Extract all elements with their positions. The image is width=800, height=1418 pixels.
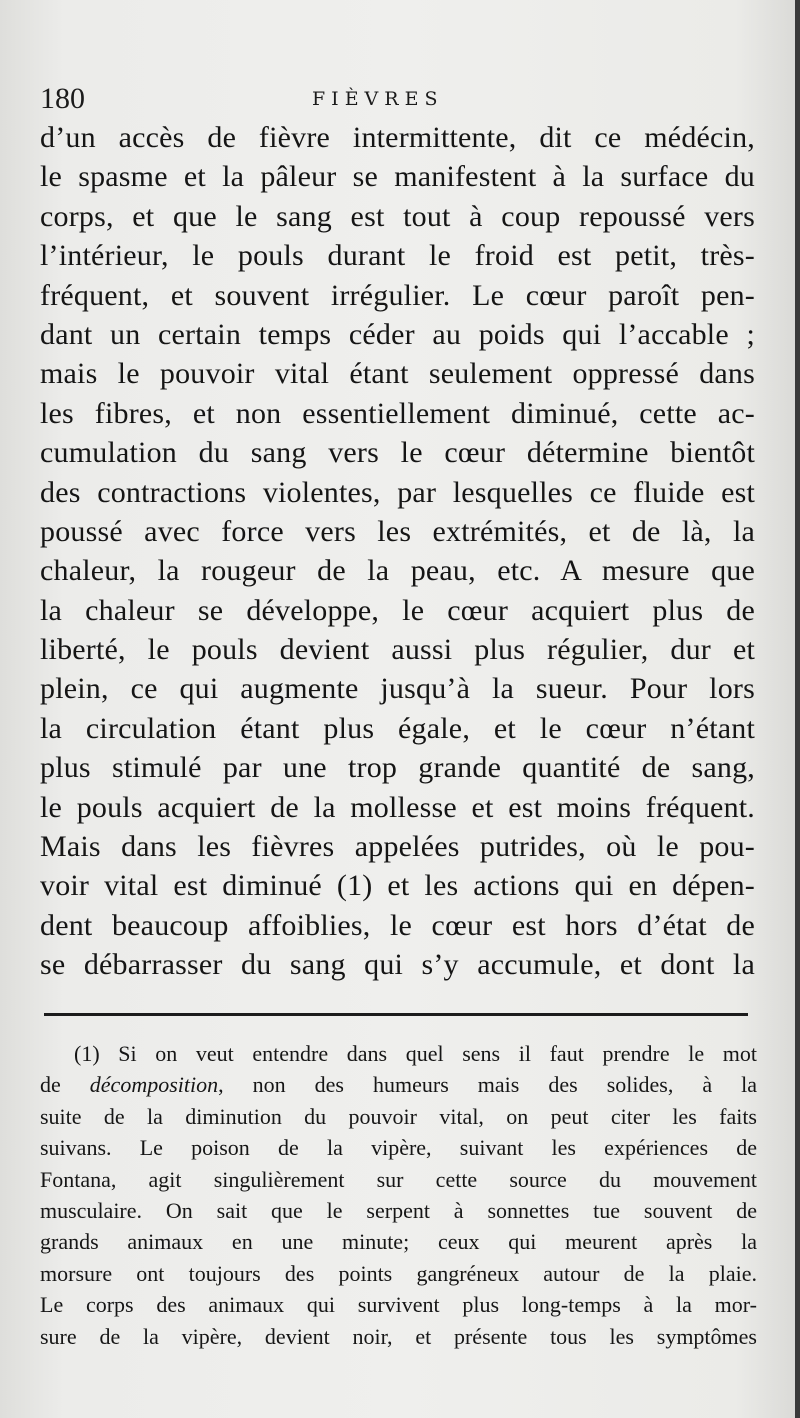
text-line: plein, ce qui augmente jusqu’à la sueur. Pour lors (40, 672, 755, 706)
text-line: fréquent, et souvent irrégulier. Le cœur paroît pen- (40, 278, 755, 312)
text-line: chaleur, la rougeur de la peau, etc. A mesure que (40, 554, 755, 588)
footnote-line: Fontana, agit singulièrement sur cette source du mouvement (40, 1166, 757, 1192)
text-line: la chaleur se développe, le cœur acquiert plus de (40, 593, 755, 627)
footnote-line: grands animaux en une minute; ceux qui meurent après la (40, 1229, 757, 1255)
footnote-line: musculaire. On sait que le serpent à sonnettes tue souvent de (40, 1197, 757, 1223)
page-number: 180 (40, 82, 85, 115)
text-line: Mais dans les fièvres appelées putrides, où le pou- (40, 830, 755, 864)
text-line: d’un accès de fièvre intermittente, dit ce médécin, (40, 121, 755, 154)
text-line: le spasme et la pâleur se manifestent à la surface du (40, 160, 755, 194)
footnote-text: de (40, 1072, 90, 1098)
text-line: l’intérieur, le pouls durant le froid est petit, très- (40, 239, 755, 273)
footnote-line: Le corps des animaux qui survivent plus long-temps à la mor- (40, 1292, 757, 1318)
footnote-line: suivans. Le poison de la vipère, suivant les expériences de (40, 1135, 757, 1161)
page-header (40, 82, 760, 122)
text-line: cumulation du sang vers le cœur détermine bientôt (40, 436, 755, 470)
text-line: des contractions violentes, par lesquelles ce fluide est (40, 475, 755, 509)
text-line: les fibres, et non essentiellement diminué, cette ac- (40, 396, 755, 430)
footnote-line (40, 1069, 757, 1100)
footnote-line: suite de la diminution du pouvoir vital, on peut citer les faits (40, 1103, 757, 1129)
text-line: se débarrasser du sang qui s’y accumule, et dont la (40, 948, 755, 982)
main-text (40, 118, 755, 985)
footnote-line: morsure ont toujours des points gangréneux autour de la plaie. (40, 1260, 757, 1286)
page-edge-shadow (795, 0, 800, 1418)
footnote-line: (1) Si on veut entendre dans quel sens il faut prendre le mot (74, 1041, 757, 1066)
text-line: poussé avec force vers les extrémités, et de là, la (40, 514, 755, 548)
text-line: corps, et que le sang est tout à coup repoussé vers (40, 199, 755, 233)
text-line: plus stimulé par une trop grande quantité de sang, (40, 751, 755, 785)
text-line: dent beaucoup affoiblies, le cœur est hors d’état de (40, 908, 755, 942)
text-line: liberté, le pouls devient aussi plus régulier, dur et (40, 633, 755, 667)
footnote-separator-rule (44, 1013, 748, 1016)
footnote-italic-term: décomposition (89, 1072, 219, 1098)
text-line: voir vital est diminué (1) et les actions qui en dépen- (40, 869, 755, 903)
text-line: mais le pouvoir vital étant seulement oppressé dans (40, 357, 755, 391)
footnote-text: , non des humeurs mais des solides, à la (218, 1072, 757, 1098)
running-head: FIÈVRES (312, 88, 444, 110)
text-line: la circulation étant plus égale, et le cœur n’étant (40, 711, 755, 745)
footnote-line: sure de la vipère, devient noir, et présente tous les symptômes (40, 1323, 757, 1349)
text-line: dant un certain temps céder au poids qui l’accable ; (40, 317, 755, 351)
text-line: le pouls acquiert de la mollesse et est moins fréquent. (40, 790, 755, 824)
footnote (40, 1038, 757, 1352)
